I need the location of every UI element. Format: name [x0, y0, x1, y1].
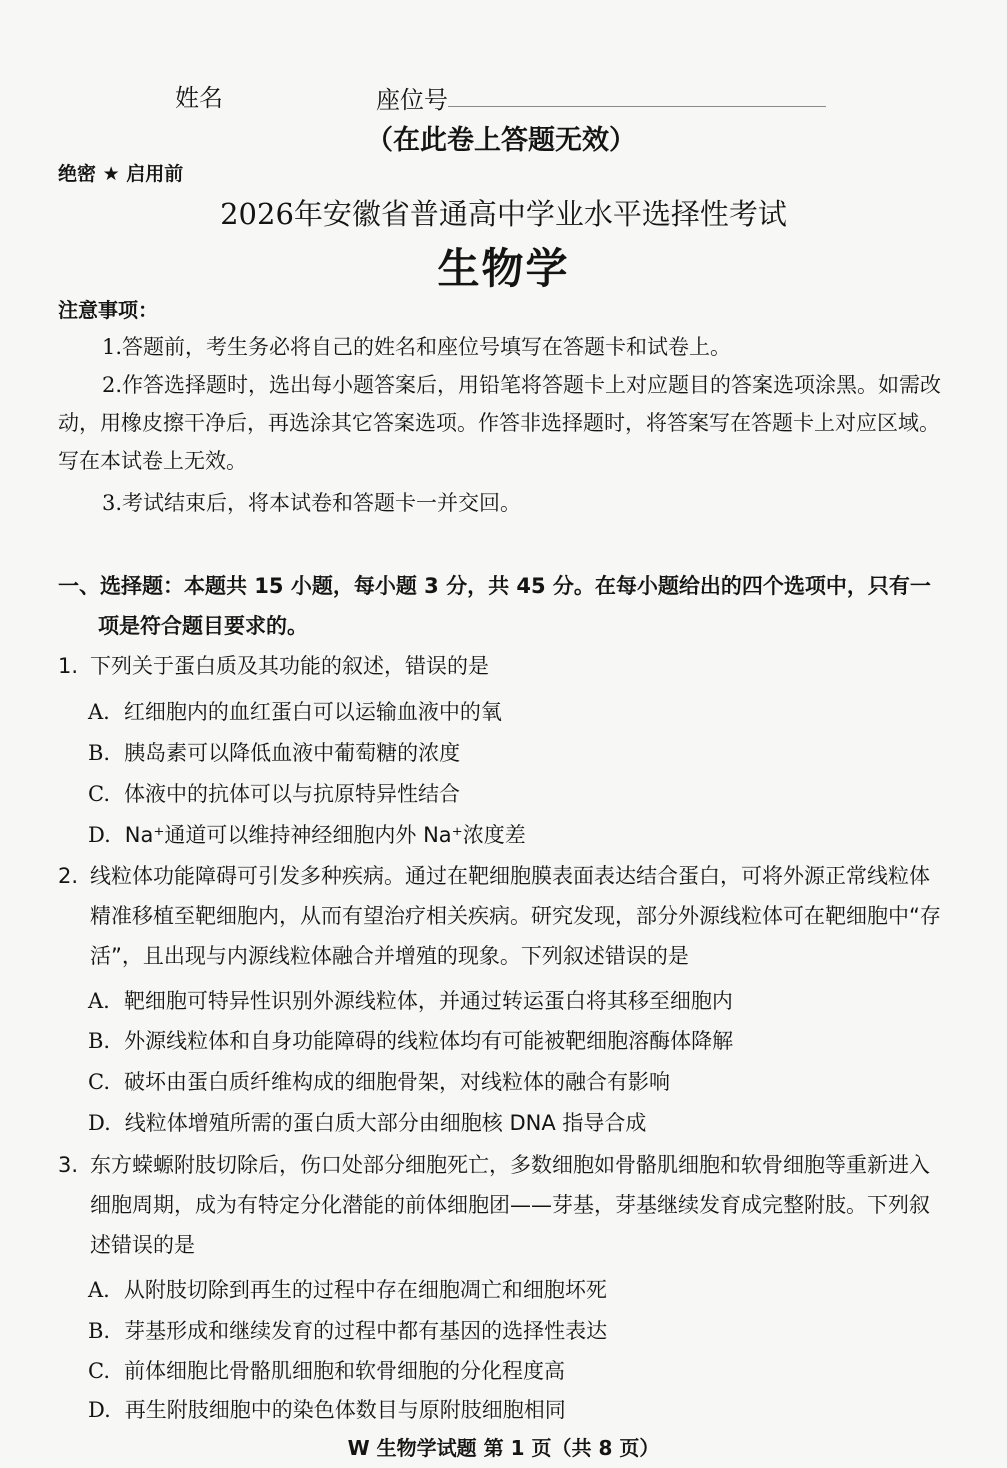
option-b: B. 芽基形成和继续发育的过程中都有基因的选择性表达 [88, 1319, 608, 1343]
notice-heading: 注意事项： [58, 298, 158, 322]
question-number: 2. [58, 864, 79, 888]
secret-mark: 绝密 ★ 启用前 [58, 163, 184, 185]
option-c: C. 破坏由蛋白质纤维构成的细胞骨架，对线粒体的融合有影响 [88, 1070, 670, 1094]
question-2 [58, 856, 950, 976]
notice-item-1: 1.答题前，考生务必将自己的姓名和座位号填写在答题卡和试卷上。 [102, 335, 732, 359]
option-d: D. 线粒体增殖所需的蛋白质大部分由细胞核 DNA 指导合成 [88, 1111, 647, 1135]
option-a: A. 靶细胞可特异性识别外源线粒体，并通过转运蛋白将其移至细胞内 [88, 989, 733, 1013]
option-d: D. Na⁺通道可以维持神经细胞内外 Na⁺浓度差 [88, 823, 526, 847]
exam-title: 2026年安徽省普通高中学业水平选择性考试 [220, 197, 787, 231]
option-b: B. 胰岛素可以降低血液中葡萄糖的浓度 [88, 741, 461, 765]
option-a: A. 红细胞内的血红蛋白可以运输血液中的氧 [88, 700, 502, 724]
question-stem: 东方蝾螈附肢切除后，伤口处部分细胞死亡，多数细胞如骨骼肌细胞和软骨细胞等重新进入细胞周期，成为有特定分化潜能的前体细胞团——芽基，芽基继续发育成完整附肢。下列叙述错误的是 [90, 1153, 930, 1257]
notice-item-3: 3.考试结束后，将本试卷和答题卡一并交回。 [102, 491, 522, 515]
section-heading-line1: 一、选择题：本题共 15 小题，每小题 3 分，共 45 分。在每小题给出的四个选项中，只有一 [58, 574, 931, 598]
question-number: 3. [58, 1153, 79, 1177]
option-b: B. 外源线粒体和自身功能障碍的线粒体均有可能被靶细胞溶酶体降解 [88, 1029, 734, 1053]
subject-title: 生物学 [437, 244, 570, 293]
option-d: D. 再生附肢细胞中的染色体数目与原附肢细胞相同 [88, 1398, 566, 1422]
invalid-note: （在此卷上答题无效） [366, 125, 636, 156]
question-stem: 线粒体功能障碍可引发多种疾病。通过在靶细胞膜表面表达结合蛋白，可将外源正常线粒体精准移植至靶细胞内，从而有望治疗相关疾病。研究发现，部分外源线粒体可在靶细胞中“存活”，且出现与内源线粒体融合并增殖的现象。下列叙述错误的是 [90, 864, 941, 968]
option-a: A. 从附肢切除到再生的过程中存在细胞凋亡和细胞坏死 [88, 1278, 607, 1302]
question-3 [58, 1145, 950, 1265]
section-heading-line2: 项是符合题目要求的。 [98, 614, 308, 638]
seat-label: 座位号 [376, 86, 448, 114]
section-heading [58, 566, 953, 646]
page-footer: W 生物学试题 第 1 页（共 8 页） [347, 1436, 660, 1460]
notice-item-2: 2.作答选择题时，选出每小题答案后，用铅笔将答题卡上对应题目的答案选项涂黑。如需改动，用橡皮擦干净后，再选涂其它答案选项。作答非选择题时，将答案写在答题卡上对应区域。写在本试卷上无效。 [58, 373, 942, 473]
question-stem: 下列关于蛋白质及其功能的叙述，错误的是 [90, 654, 489, 678]
name-label: 姓名 [175, 84, 223, 112]
question-number: 1. [58, 654, 79, 678]
seat-fill-line [448, 106, 826, 107]
option-c: C. 体液中的抗体可以与抗原特异性结合 [88, 782, 460, 806]
question-1 [58, 646, 950, 686]
option-c: C. 前体细胞比骨骼肌细胞和软骨细胞的分化程度高 [88, 1359, 565, 1383]
